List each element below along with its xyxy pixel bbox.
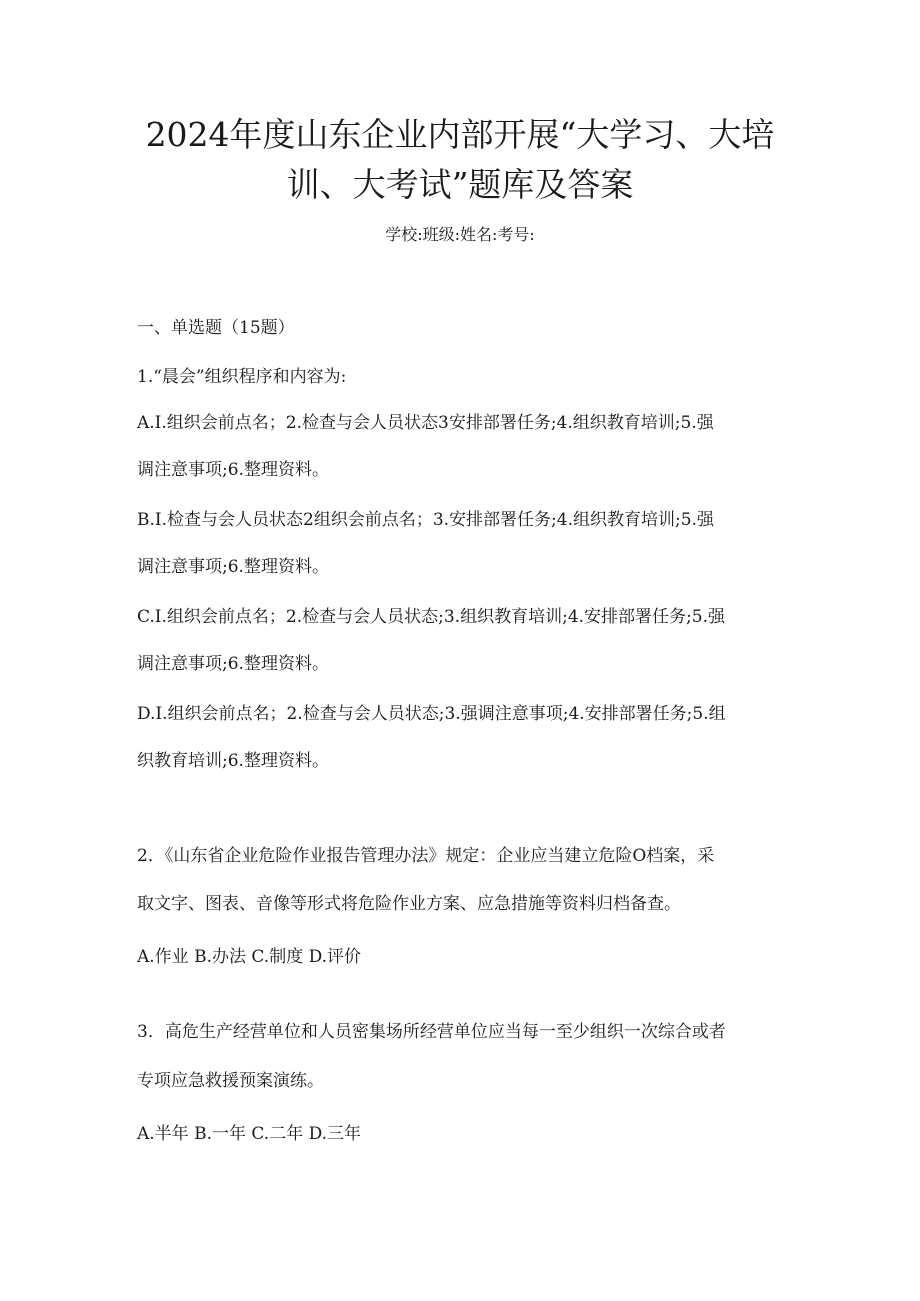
student-info-line: 学校:班级:姓名:考号: bbox=[385, 225, 535, 244]
question-2-stem-line-2: 取文字、图表、音像等形式将危险作业方案、应急措施等资料归档备查。 bbox=[137, 894, 681, 914]
question-3-stem-line-1: 3．高危生产经营单位和人员密集场所经营单位应当每一至少组织一次综合或者 bbox=[137, 1022, 726, 1042]
question-2-options: A.作业 B.办法 C.制度 D.评价 bbox=[137, 947, 362, 967]
question-3-options: A.半年 B.一年 C.二年 D.三年 bbox=[137, 1124, 362, 1144]
question-1-option-a-line-1: A.I.组织会前点名；2.检查与会人员状态3安排部署任务;4.组织教育培训;5.强 bbox=[137, 413, 714, 433]
question-3-stem-line-2: 专项应急救援预案演练。 bbox=[137, 1071, 324, 1091]
question-1-option-b-line-2: 调注意事项;6.整理资料。 bbox=[137, 557, 329, 577]
question-1-option-d-line-1: D.I.组织会前点名；2.检查与会人员状态;3.强调注意事项;4.安排部署任务;5.组 bbox=[137, 704, 726, 724]
question-1-option-b-line-1: B.I.检查与会人员状态2组织会前点名；3.安排部署任务;4.组织教育培训;5.强 bbox=[137, 510, 714, 530]
question-2-stem-line-1: 2．《山东省企业危险作业报告管理办法》规定：企业应当建立危险O档案，采 bbox=[137, 846, 715, 866]
question-1-option-c-line-1: C.I.组织会前点名；2.检查与会人员状态;3.组织教育培训;4.安排部署任务;5.强 bbox=[137, 607, 725, 627]
document-title-line-1: 2024年度山东企业内部开展“大学习、大培 bbox=[145, 115, 775, 154]
question-1-stem: 1.“晨会”组织程序和内容为: bbox=[137, 367, 347, 387]
question-1-option-d-line-2: 织教育培训;6.整理资料。 bbox=[137, 751, 329, 771]
question-1-option-a-line-2: 调注意事项;6.整理资料。 bbox=[137, 460, 329, 480]
section-heading: 一、单选题（15题） bbox=[137, 318, 295, 338]
question-1-option-c-line-2: 调注意事项;6.整理资料。 bbox=[137, 654, 329, 674]
document-title-line-2: 训、大考试”题库及答案 bbox=[286, 165, 634, 204]
